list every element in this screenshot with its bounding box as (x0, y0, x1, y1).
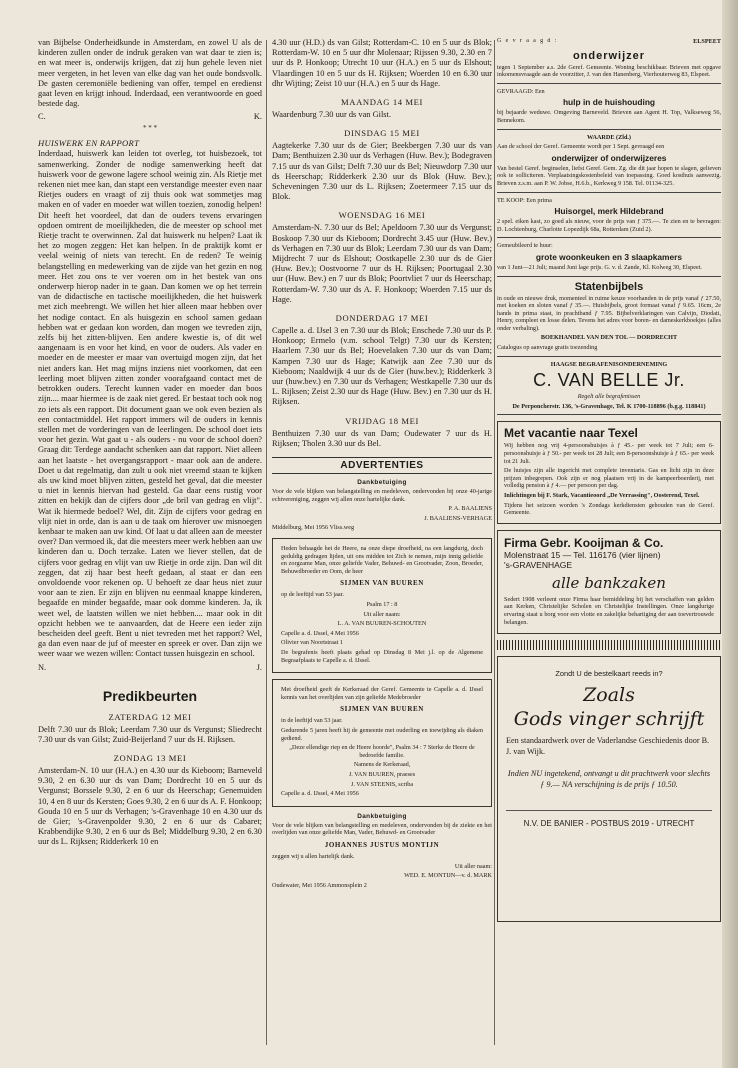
ad-text: Sedert 1908 verleent onze Firma haar bemiddeling bij het verschaffen van gelden aan Kerken, Christelijke Scholen en Christelijke Instellingen. Onze langdurige ervaring staat u borg voor een vlotte en zakelijke behartiging der aan toevertrouwde belangen. (504, 595, 714, 626)
ad-place: ELSPEET (693, 38, 721, 45)
ad-overlijden-2 (272, 679, 492, 807)
article-body: Inderdaad, huiswerk kan leiden tot overleg, tot huisbezoek, tot samenwerking. Zonder de nodige samenwerking heeft dat huiswerk voor de gewone lagere school weinig zin. Als Rietje met rekenen niet mee kan, dan stapt een verstandige meester even naar Rietjes ouders en vraagt of zij thuis ook wat sommetjes mag maken en of vader en moeder wat willen toezien, zonodig helpen! Dit heeft het voordeel, dat dan de ouders tevens ervaringen opdoen omtrent de moeilijkheden, die de meester op school met Rietje tracht te overwinnen. Zal dat huiswerk nu helpen? Laat ik het zo mogen zeggen: Het kan helpen. In de praktijk komt er veelal weinig of niets van terecht. En de reden? Te weinig belangstelling en medewerking van de zijde van het gezin en nog meer. Het zou ons te ver voeren om in het bestek van ons onderwerp hierop nader in te gaan. Dan komen we op het terrein van de didactische en tactische moeilijkheden, die het huiswerk met zich meebrengt. We willen het hier alleen maar hebben over het nodige contact. En als huisgezin en school samen gedaan hebben wat er gedaan kon worden, dan mogen we tevreden zijn, zelfs bij het zitten-blijven. Een andere kwestie is, of dit wel aangenaam is en voor het kind, en voor de ouders. Als vader en moeder en de meester er maar van overtuigd mogen zijn, dat het niet anders kan. Het mag mijns inziens niet voorkomen, dat een leerling moet blijven zitten zonder voorafgaand contact met de betrokken ouders. Terecht kunnen vader en moeder dan boos zijn.... maar hiermee is de zaak niet gered. Er bestaat toch ook nog zo iets als een rapport. Dit document gaan we ook even bezien als een contactmiddel. Het rapport immers wil de ouders in kennis stellen met de vorderingen van de leerlingen. De school doet iets voor het gezin. Wat gaat u - als ouders - nu voor de school doen? Graag dit: Terdege aandacht schenken aan dat rapport. Niet alleen aan het laatste - het overgangsrapport - maar ook aan de andere. Doet u dat regelmatig, dan zult u ook niet vreemd staan te kijken als uw kind moet blijven zitten, gesteld het geval, dat die meester u niet in kennis hiervan had gesteld. Ga daar eens rustig voor zitten en bekijk dan de cijfers door „de bril van gedrag en vlijt". Wat ik hiermede bedoel? Wel, dit. Zijn de cijfers voor gedrag en vlijt niet in orde, dan is aan u de taak om hierover uw misnoegen kenbaar te maken aan uw kind. Of laat u dat alleen aan de meester over? Dan vermoed ik, dat die meesters meer werk hebben aan uw kinderen dan u. Doch terzake. Laten we liever stellen, dat de cijfers voor gedrag en vlijt van uw Rietje in orde zijn. Dan wil dit zeggen, dat zij haar best heeft gedaan, al staat er dan een onvoldoende voor rekenen op. U behoeft ze daar heus niet zuur voor aan te zien. Er zijn en blijven nu eenmaal knappe kinderen, begaafde en minder begaafde, maar ook domme kinderen. Ja, ik weet wel, de laatsten willen we niet hebben.... maar ook in dit opzicht hebben we te aanvaarden, dat de Heere een ieder zijn bescheiden deel geeft. Bent u niet tevreden met het rapport? Wel, ga dan even naar de juf of meester en spreek er over. Dan zijn we weer waar we wezen willen: Contact tussen huisgezin en school. (38, 149, 262, 659)
ad-divider (497, 276, 721, 277)
ad-signature: J. BAALIENS-VERHAGE (424, 514, 492, 522)
ad-label: TE KOOP: Een prima (497, 196, 552, 204)
ad-huisorgel (497, 197, 721, 234)
ad-statenbijbels (497, 281, 721, 352)
ad-text: bij bejaarde weduwe. Omgeving Barneveld. Brieven aan Agent H. Top, Valkseweg 56, Bennekom. (497, 109, 721, 124)
ad-text: Wij hebben nog vrij 4-persoonshuisjes à ƒ 45.- per week tot 7 Juli; een 6-persoonshuisje à ƒ 50.- per week tot 28 Juli; een 8-persoonshuisje à ƒ 65.- per week tot 21 Juli. (504, 442, 714, 465)
ad-text: Met droefheid geeft de Kerkeraad der Geref. Gemeente te Capelle a. d. IJssel kennis van het overlijden van zijn geliefde Medebroeder (281, 686, 483, 701)
ad-place: Oudewater, Mei 1956 Ammonsplein 2 (272, 881, 367, 889)
ad-signature: P. A. BAALIENS (448, 505, 492, 513)
ad-publisher: N.V. DE BANIER - POSTBUS 2019 - UTRECHT (506, 810, 712, 828)
ad-text: Aan de school der Geref. Gemeente wordt per 1 Sept. gevraagd een (497, 143, 665, 151)
ad-text: Uit aller naam: (454, 862, 492, 870)
day-heading: MAANDAG 14 MEI (341, 97, 423, 108)
day-schedule: Delft 7.30 uur ds Blok; Leerdam 7.30 uur ds Vergunst; Sliedrecht 7.30 uur ds van Gilst; Zuid-Beijerland 7 uur ds H. Rijksen. (38, 724, 262, 744)
ad-title: Met vacantie naar Texel (504, 426, 638, 441)
ad-title: alle bankzaken (552, 573, 666, 592)
ad-name: SIJMEN VAN BUUREN (340, 579, 424, 588)
ad-text: Voor de vele blijken van belangstelling en medeleven, ondervonden bij de ziekte en het overlijden van onze geliefde Man, Vader, Behuwd- en Grootvader (272, 821, 492, 837)
ad-title: onderwijzer (572, 49, 646, 62)
ad-text: „Deze ellendige riep en de Heere hoorde", Psalm 34 : 7 Sterke de Heere de bedroefde familie. (289, 744, 475, 759)
ad-text: Van bestel Geref. beginselen, liefst Geref. Gem. Zg. die dit jaar hopen te slagen, gelieven ook te solliciteren. Verplaatsingskostenbeleid van toepassing. Goed kosthuis aanwezig. Brieven z.s.m. aan P. W. Jobse, H.6.b., Kerkweg 9 158. Tel. 01134-325. (497, 164, 721, 187)
ad-place: Capelle a. d. IJssel, 4 Mei 1956 (281, 629, 359, 637)
ad-title: hulp in de huishouding (562, 97, 656, 108)
ad-text: Psalm 17 : 8 (366, 601, 398, 609)
signoff-initial: K. (253, 112, 262, 122)
column-divider (266, 40, 267, 1045)
ad-text: in oude en nieuwe druk, momenteel in ruime keuze voorhanden in de prijs vanaf ƒ 27.50, met koeken en sloten vanaf ƒ 35.—. Huisbijbels, groot formaat vanaf ƒ 9.65. 16cm, 2e hands in prima staat, in prachtband ƒ 7.95. Bijbelverklaringen van Calvijn, Diodati, Henry, compleet en losse delen. Tevens het adres voor boren- en dameskerkboekjes (alles onder verbaling). (497, 294, 721, 332)
ad-title: Gods vinger schrijft (513, 708, 705, 731)
ad-divider (497, 192, 721, 193)
ad-place: Olivier van Noortstraat 1 (281, 639, 344, 647)
ad-address: De Perponcherstr. 136, 's-Gravenhage, Tel. K 1700-118896 (b.g.g. 118841) (512, 402, 706, 410)
ad-text: 2 spel. eiken kast, zo goed als nieuw, voor de prijs van ƒ 375.—. Te zien en te bevragen: D. Lochtenburg, Charlotte Lopezdijk 68a, Rotterdam (Zuid 2). (497, 218, 721, 233)
ad-text: Uit aller naam: (363, 610, 401, 618)
ad-label: Gemeubileerd te huur: (497, 242, 553, 250)
ad-title: grote woonkeuken en 3 slaapkamers (535, 251, 683, 262)
column-divider (494, 40, 495, 1045)
ad-text: Inlichtingen bij F. Stark, Vacantieoord „De Verrassing", Oosterend, Texel. (504, 492, 700, 499)
separator-stars: * * * (143, 124, 157, 133)
ad-text: in de leeftijd van 53 jaar. (281, 717, 343, 725)
ad-overlijden-1 (272, 538, 492, 673)
ad-signature: J. VAN STEENIS, scriba (350, 780, 414, 788)
ad-place: Middelburg, Mei 1956 Vliss.weg (272, 524, 355, 532)
ad-name: JOHANNES JUSTUS MONTIJN (324, 840, 440, 849)
day-heading: DONDERDAG 17 MEI (335, 313, 429, 324)
ad-text: De huisjes zijn alle ingericht met complete inventaris. Gas en licht zijn in deze prijzen inbegrepen. Ook zijn er nog plaatsen vrij in de kampeerboerderij, met volledig pension à ƒ 4.— per persoon per dag. (504, 467, 714, 490)
decorative-border (497, 640, 721, 650)
ad-van-belle (497, 361, 721, 411)
ad-signature: WED. E. MONTIJN—v. d. MARK (404, 872, 492, 880)
ad-text: Catalogus op aanvrage gratis toezending (497, 344, 598, 352)
ad-heading: Dankbetuiging (357, 812, 407, 820)
ad-text: Tijdens het seizoen worden 's Zondags kerkdiensten gehouden van de Geref. Gemeente. (504, 501, 714, 517)
ad-text: Voor de vele blijken van belangstelling en medeleven, ondervonden bij onze 40-jarige echtvereniging, zeggen wij allen onze hartelijke dank. (272, 488, 492, 503)
ad-divider (497, 356, 721, 357)
ad-text: Regelt alle begrafenissen (577, 393, 641, 401)
ad-title: C. VAN BELLE Jr. (533, 370, 685, 391)
day-schedule: Benthuizen 7.30 uur ds van Dam; Oudewater 7 uur ds H. Rijksen; Tholen 3.30 uur ds Bel. (272, 428, 492, 448)
ad-label: HAAGSE BEGRAFENISONDERNEMING (550, 360, 668, 368)
ad-label-row (497, 38, 721, 48)
signoff (38, 112, 262, 121)
day-heading: ZONDAG 13 MEI (113, 752, 187, 763)
ad-label: WAARDE (Zld.) (586, 133, 631, 141)
day-schedule: Waardenburg 7.30 uur ds van Gilst. (272, 110, 391, 120)
ad-verhuur (497, 242, 721, 271)
ad-text: De begrafenis heeft plaats gehad op Dinsdag 8 Mei j.l. op de Algemene Begraafplaats te Capelle a. d. IJssel. (281, 649, 483, 664)
ad-waarde (497, 134, 721, 188)
ad-divider (497, 237, 721, 238)
day-schedule: Capelle a. d. IJsel 3 en 7.30 uur ds Blok; Enschede 7.30 uur ds P. Honkoop; Ermelo (v.m. school Telgt) 7.30 uur ds Kersten; Haarlem 7.30 uur ds Bel; Hoevelaken 7.30 uur ds van Dam; Kampen 7.30 uur ds Hage; Katwijk aan Zee 7.30 uur ds Kieboom; Naaldwijk 4 uur ds de Gier (huw.bev.); Ridderkerk 3 uur (huw.bev.) en 7.30 uur ds Verhagen; Westkapelle 7.30 uur ds L. Rijksen; Zeist 2.30 uur ds Hage (Huw. Bev.) en 7.30 uur ds H. Rijksen. (272, 326, 492, 407)
day-heading: DINSDAG 15 MEI (344, 128, 420, 139)
ad-divider (497, 414, 721, 415)
ad-price: Indien NU ingetekend, ontvangt u dit prachtwerk voor slechts ƒ 9.— NA verschijning is de prijs ƒ 10.50. (507, 769, 711, 789)
ad-label: GEVRAAGD: Een (497, 87, 545, 95)
signoff-initial: J. (256, 662, 262, 672)
ad-name: SIJMEN VAN BUUREN (340, 705, 424, 714)
ad-text: Namens de Kerkeraad, (353, 761, 411, 769)
ad-text: op de leeftijd van 53 jaar. (281, 591, 344, 599)
article-heading: HUISWERK EN RAPPORT (38, 138, 140, 149)
advertenties-heading: ADVERTENTIES (272, 457, 492, 474)
intro-paragraph: van Bijbelse Onderheidkunde in Amsterdam, en zowel U als de kinderen zullen onder de indruk geraken van wat daar te zien is; en wat meer is, onderwijs krijgen, dat zij hun gehele leven niet meer vergeten, in het leven van elke dag van het oude bondsvolk. De gasten ceremoniële bediening van offer, tempel en eredienst gaat leven en krijgt inhoud. Inderdaad, een verantwoorde en goed bestede dag. (38, 38, 262, 109)
ad-dankbetuiging-1 (272, 479, 492, 532)
ad-text: Gedurende 5 jaren heeft hij de gemeente met ouderling en toewijding als diaken gediend. (281, 726, 483, 742)
page-fold-edge (722, 0, 738, 1068)
column-right (497, 38, 721, 1048)
day-schedule: Amsterdam-N. 7.30 uur ds Bel; Apeldoorn 7.30 uur ds Vergunst; Boskoop 7.30 uur ds Kieboom; Dordrecht 3.45 uur (Huw. Bev.) ds Verhagen en 7.30 uur ds Blok; Leerdam 7.30 uur ds van Dam; Mijdrecht 7 uur ds Elshout; Oostkapelle 2.30 uur ds de Gier (Huw. Bev.); Oostvoorne 7 uur ds H. Rijksen; Poortugaal 2.30 uur (Huw. Bev.) en 7 uur ds Blok; Poortvliet 7 uur ds Heerschap; Rotterdam-W. 7.30 uur ds A. F. Honkoop; Woerden 7.15 uur ds Hage. (272, 223, 492, 304)
schedule-continued: 4.30 uur (H.D.) ds van Gilst; Rotterdam-C. 10 en 5 uur ds Blok; Rotterdam-W. 10 en 5 uur dhr Molenaar; Rijssen 9.30, 2.30 en 7 uur ds P. Honkoop; Utrecht 10 uur (H.A.) en 5 uur ds Elshout; Vlaardingen 10 en 5 uur ds H. Rijksen; Woerden 10 en 6.30 uur dhr Wijting; Zeist 10 uur (H.A.) en 5 uur ds Hage. (272, 38, 492, 88)
column-middle (272, 38, 492, 1048)
ad-dankbetuiging-2 (272, 813, 492, 890)
ad-hulp (497, 88, 721, 125)
ad-onderwijzer (497, 38, 721, 79)
signoff (38, 663, 262, 672)
ad-divider (497, 129, 721, 130)
ad-title: onderwijzer of onderwijzeres (551, 152, 667, 163)
ad-address: Molenstraat 15 — Tel. 116176 (vier lijnen) (504, 549, 661, 560)
ad-address: 's-GRAVENHAGE (504, 559, 573, 570)
ad-label: G e v r a a g d : (497, 38, 558, 44)
ad-text: tegen 1 September a.s. 2de Geref. Gemeente. Woning beschikbaar. Brieven met opgave inkomensvraagde aan de voorzitter, J. van den Hanenberg, Vierhouterweg 83, Elspeet. (497, 63, 721, 79)
ad-text: zeggen wij u allen hartelijk dank. (272, 852, 355, 860)
ad-signature: J. VAN BUUREN, praeses (348, 770, 416, 778)
ad-text: Heden behaagde het de Heere, na onze diepe droefheid, na een langdurig, doch geduldig gedragen lijden, uit ons midden tot Zich te nemen, mijn innig geliefde en zorgzame Man, onze geliefde Vader, Behuwd- en Grootvader, Zoon, Broeder, Behuwdbroeder en Oom, de heer (281, 545, 483, 575)
ad-text: van 1 Juni—21 Juli; maand Juni lage prijs. G. v. d. Zande, Kl. Kolweg 30, Elspeet. (497, 263, 702, 271)
ad-zoals-gods-vinger-schrijft (497, 656, 721, 922)
section-title: Predikbeurten (102, 687, 198, 704)
ad-heading: Dankbetuiging (357, 479, 407, 487)
day-schedule: Aagtekerke 7.30 uur ds de Gier; Beekbergen 7.30 uur ds van Dam; Benthuizen 2.30 uur ds Verhagen (Huw. Bev.); Bodegraven 7.15 uur ds van Gilst; Delft 7.30 uur ds Bel; Nieuwdorp 7.30 uur ds Heerschap; Ridderkerk 2.30 uur ds Blok (Huw. Bev.); Scheveningen 7.30 uur ds L. Rijksen; Zoetermeer 7.15 uur ds Blok. (272, 141, 492, 202)
day-schedule: Amsterdam-N. 10 uur (H.A.) en 4.30 uur ds Kieboom; Barneveld 9.30, 2 en 6.30 uur ds van Dam; Dordrecht 10 en 5 uur ds Vergunst; Borssele 9.30, 2 en 6 uur ds Heerschap; Genemuiden 10, 4 en 8 uur ds Kersten; Goes 9.30, 2 en 6 uur ds A. F. Honkoop; Gouda 10 en 5 uur ds Verhagen; 's-Gravenhage 10 en 4.30 uur ds de Gier; 's-Gravenpolder 9.30, 2 en 6 uur ds Cabaret; Krabbendijke 9.30, 2 en 6 uur ds Bel; Middelburg 9.30, 2 en 6.30 uur ds L. Rijksen; Ridderkerk 10 en (38, 765, 262, 847)
ad-texel (497, 421, 721, 523)
ad-text: Zondt U de bestelkaart reeds in? (555, 669, 663, 679)
ad-signature: L. A. VAN BUUREN-SCHOUTEN (337, 620, 427, 628)
ad-title: Firma Gebr. Kooijman & Co. (504, 535, 664, 550)
day-heading: VRIJDAG 18 MEI (345, 415, 419, 426)
ad-signature: BOEKHANDEL VAN DEN TOL — DORDRECHT (540, 334, 678, 342)
ad-title: Huisorgel, merk Hildebrand (554, 206, 664, 217)
ad-kooijman (497, 530, 721, 634)
column-left (38, 38, 262, 1048)
day-heading: WOENSDAG 16 MEI (338, 210, 426, 221)
signoff-initial: C. (38, 112, 46, 122)
ad-place: Capelle a. d. IJssel, 4 Mei 1956 (281, 790, 359, 798)
ad-title: Statenbijbels (574, 280, 644, 293)
ad-title: Zoals (583, 684, 635, 707)
day-heading: ZATERDAG 12 MEI (108, 711, 192, 722)
ad-text: Een standaardwerk over de Vaderlandse Geschiedenis door B. J. van Wijk. (506, 736, 710, 756)
ad-divider (497, 83, 721, 84)
signoff-initial: N. (38, 662, 47, 672)
